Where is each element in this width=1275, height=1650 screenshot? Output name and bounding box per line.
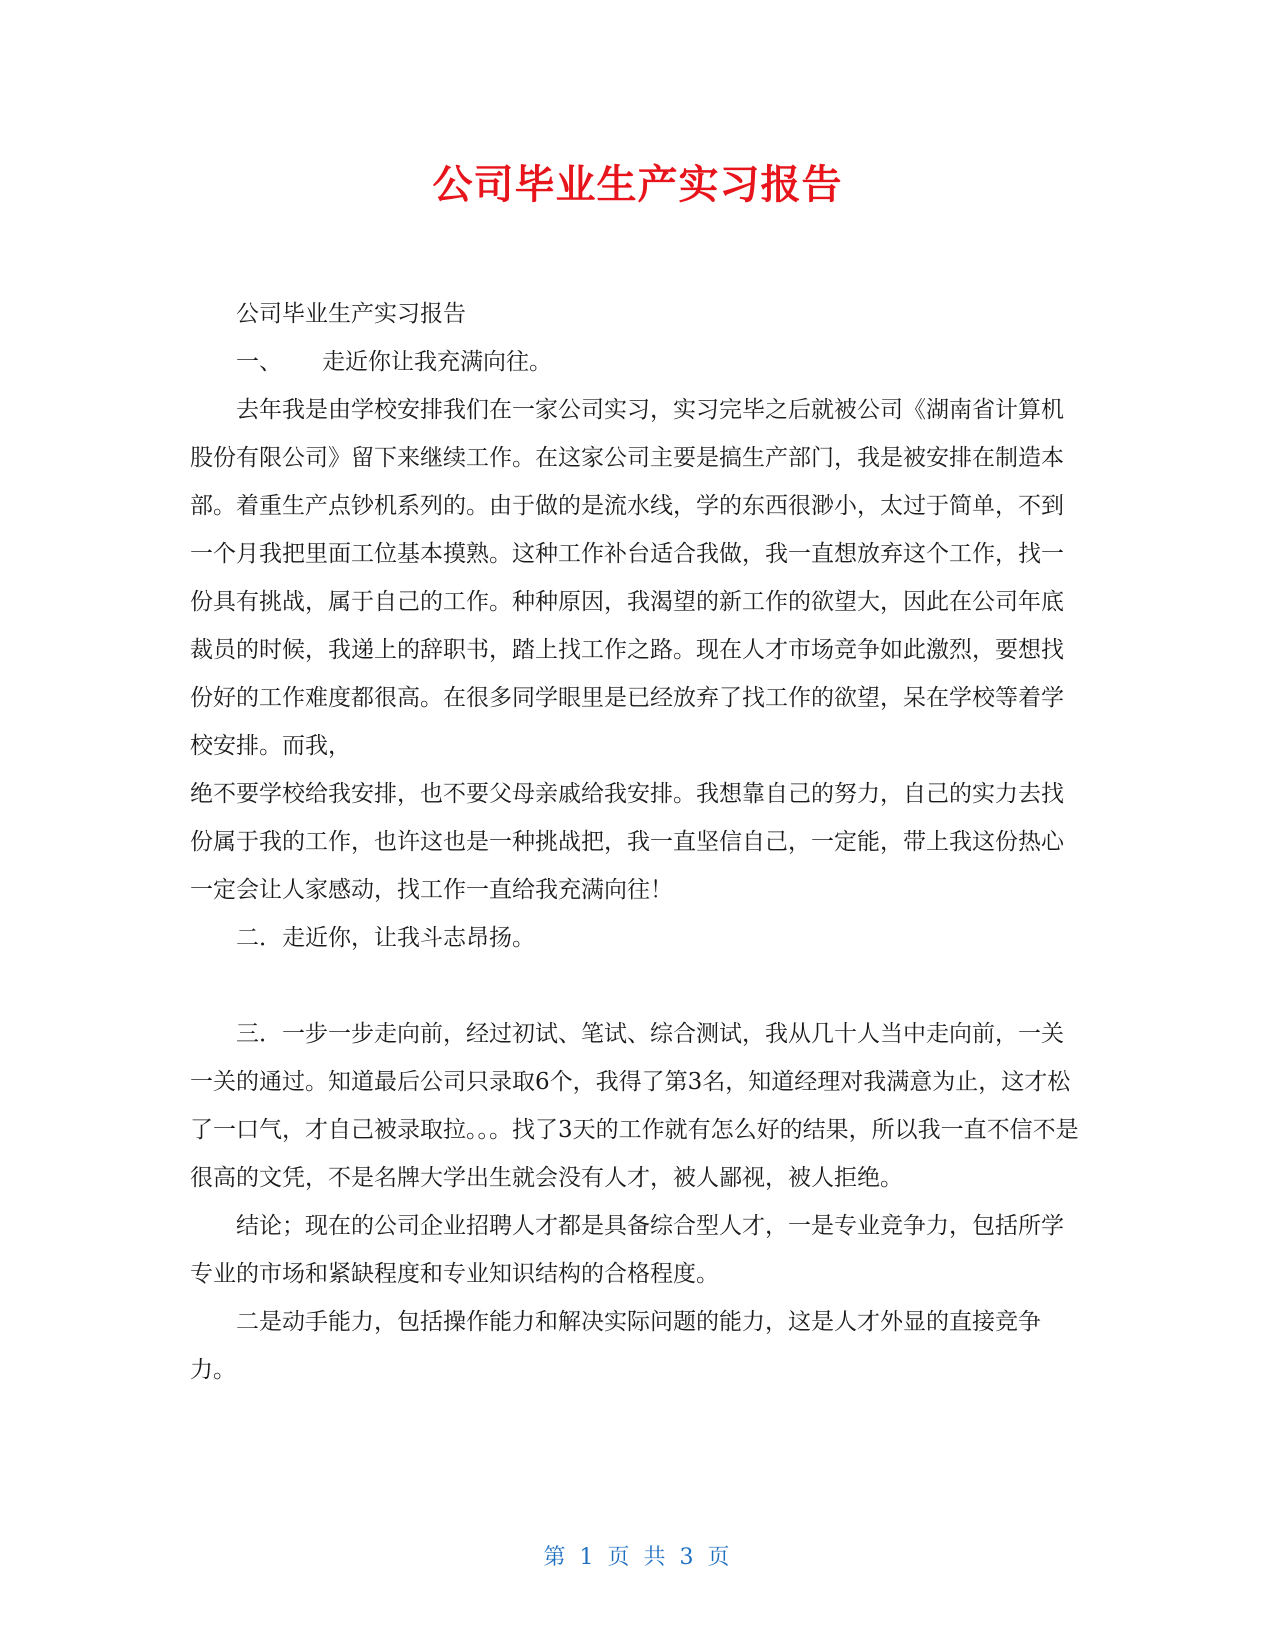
paragraph-body-2: 绝不要学校给我安排，也不要父母亲戚给我安排。我想靠自己的努力，自己的实力去找份属于我的工作，也许这也是一种挑战把，我一直坚信自己，一定能，带上我这份热心一定会让人家感动，找工作一直给我充满向往！ — [190, 781, 1064, 903]
footer-total-pages: 3 — [679, 1545, 696, 1570]
page-footer — [0, 1540, 1275, 1571]
footer-di: 第 — [543, 1545, 568, 1570]
paragraph-conclusion: 结论；现在的公司企业招聘人才都是具备综合型人才，一是专业竞争力，包括所学专业的市场和紧缺程度和专业知识结构的合格程度。 — [190, 1213, 1064, 1287]
footer-ye: 页 — [607, 1545, 632, 1570]
paragraph-section-1 — [190, 338, 1080, 386]
paragraph-section-2: 二．走近你，让我斗志昂扬。 — [236, 925, 535, 951]
footer-gong: 共 — [643, 1545, 668, 1570]
blank-line — [190, 962, 1080, 1010]
paragraph-body-1: 去年我是由学校安排我们在一家公司实习，实习完毕之后就被公司《湖南省计算机股份有限公司》留下来继续工作。在这家公司主要是搞生产部门，我是被安排在制造本部。着重生产点钞机系列的。由于做的是流水线，学的东西很渺小，太过于简单，不到一个月我把里面工位基本摸熟。这种工作补台适合我做，我一直想放弃这个工作，找一份具有挑战，属于自己的工作。种种原因，我渴望的新工作的欲望大，因此在公司年底裁员的时候，我递上的辞职书，踏上找工作之路。现在人才市场竞争如此激烈，要想找份好的工作难度都很高。在很多同学眼里是已经放弃了找工作的欲望，呆在学校等着学校安排。而我， — [190, 397, 1064, 759]
section-1-heading: 走近你让我充满向往。 — [322, 349, 552, 375]
document-body — [190, 290, 1080, 1394]
footer-page-number: 1 — [579, 1545, 596, 1570]
paragraph-section-3: 三．一步一步走向前，经过初试、笔试、综合测试，我从几十人当中走向前，一关一关的通过。知道最后公司只录取6个，我得了第3名，知道经理对我满意为止，这才松了一口气，才自己被录取拉。。。找了3天的工作就有怎么好的结果，所以我一直不信不是很高的文凭，不是名牌大学出生就会没有人才，被人鄙视，被人拒绝。 — [190, 1021, 1079, 1191]
section-1-number: 一、 — [236, 349, 282, 375]
footer-ye-2: 页 — [707, 1545, 732, 1570]
paragraph-ability: 二是动手能力，包括操作能力和解决实际问题的能力，这是人才外显的直接竞争力。 — [190, 1309, 1041, 1383]
document-title: 公司毕业生产实习报告 — [432, 162, 843, 208]
paragraph-subtitle: 公司毕业生产实习报告 — [236, 301, 466, 327]
